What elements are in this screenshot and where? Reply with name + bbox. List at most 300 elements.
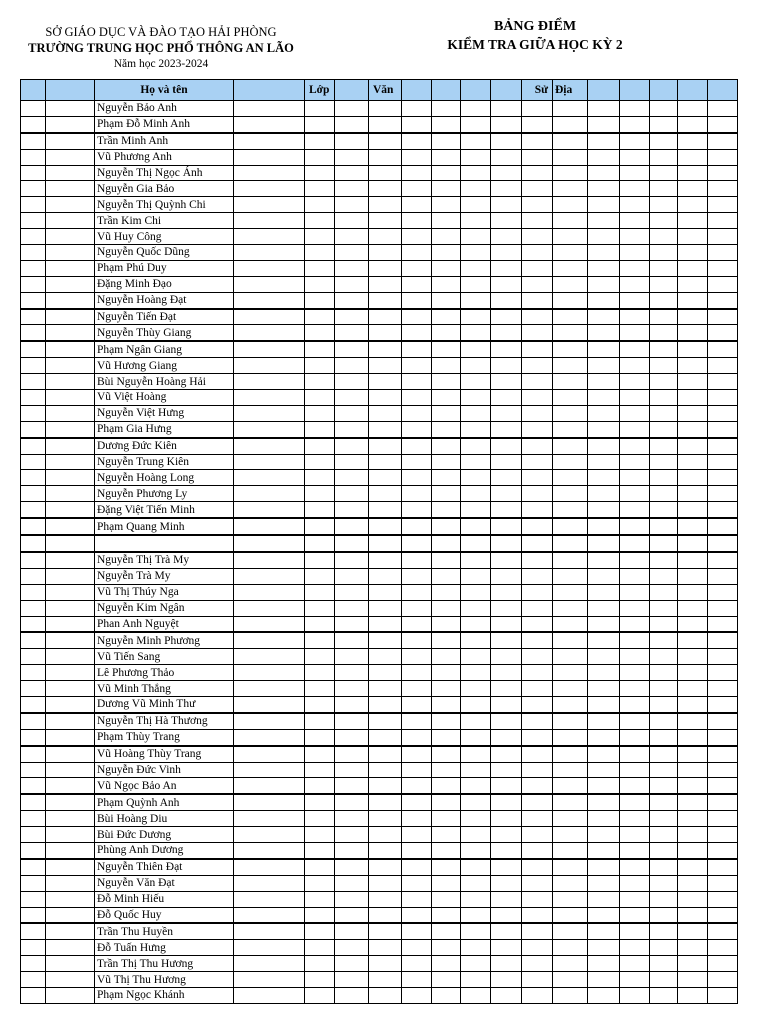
grade-cell <box>588 778 620 794</box>
student-name: Nguyễn Kim Ngân <box>95 600 234 616</box>
grade-cell <box>708 875 738 891</box>
student-name: Đặng Việt Tiến Minh <box>95 502 234 518</box>
table-row <box>21 116 738 132</box>
grade-cell <box>620 325 650 341</box>
grade-cell <box>432 600 461 616</box>
grade-cell <box>432 762 461 778</box>
grade-cell <box>461 213 491 229</box>
grade-cell <box>369 940 402 956</box>
grade-cell <box>708 600 738 616</box>
grade-cell <box>553 746 588 762</box>
table-row <box>21 794 738 810</box>
grade-cell <box>620 213 650 229</box>
grade-cell <box>588 421 620 437</box>
grade-cell <box>553 859 588 875</box>
grade-cell <box>432 987 461 1003</box>
grade-cell <box>234 486 305 502</box>
grade-cell <box>461 197 491 213</box>
grade-cell <box>335 972 369 988</box>
grade-cell <box>335 309 369 325</box>
grade-cell <box>305 229 335 245</box>
grade-cell <box>491 101 522 117</box>
grade-cell <box>234 276 305 292</box>
grade-cell <box>46 502 95 518</box>
grade-cell <box>620 778 650 794</box>
header-cell <box>432 80 461 101</box>
grade-cell <box>369 276 402 292</box>
grade-cell <box>234 470 305 486</box>
grade-cell <box>650 681 678 697</box>
grade-cell <box>21 116 46 132</box>
grade-cell <box>522 229 553 245</box>
grade-cell <box>620 518 650 535</box>
grade-cell <box>46 374 95 390</box>
grade-cell <box>369 956 402 972</box>
grade-cell <box>461 778 491 794</box>
grade-cell <box>588 518 620 535</box>
grade-cell <box>46 405 95 421</box>
grade-cell <box>522 681 553 697</box>
grade-cell <box>432 811 461 827</box>
grade-cell <box>678 696 708 712</box>
student-name <box>95 535 234 552</box>
grade-cell <box>21 729 46 745</box>
grade-cell <box>432 101 461 117</box>
grade-cell <box>522 875 553 891</box>
grade-cell <box>369 681 402 697</box>
grade-cell <box>588 502 620 518</box>
table-row <box>21 859 738 875</box>
table-row <box>21 358 738 374</box>
grade-cell <box>335 842 369 858</box>
grade-cell <box>620 486 650 502</box>
grade-cell <box>305 987 335 1003</box>
grade-cell <box>21 518 46 535</box>
grade-cell <box>588 149 620 165</box>
table-row <box>21 341 738 357</box>
department-name: SỞ GIÁO DỤC VÀ ĐÀO TẠO HẢI PHÒNG <box>45 25 277 39</box>
table-row <box>21 309 738 325</box>
grade-cell <box>432 665 461 681</box>
grade-cell <box>432 713 461 729</box>
grade-cell <box>369 229 402 245</box>
grade-cell <box>491 309 522 325</box>
grade-cell <box>234 972 305 988</box>
table-row <box>21 421 738 437</box>
grade-cell <box>553 341 588 357</box>
grade-cell <box>553 875 588 891</box>
grade-cell <box>21 987 46 1003</box>
grade-cell <box>305 746 335 762</box>
grade-cell <box>708 811 738 827</box>
student-name: Vũ Phương Anh <box>95 149 234 165</box>
grade-cell <box>522 940 553 956</box>
grade-cell <box>678 502 708 518</box>
grade-cell <box>432 421 461 437</box>
grade-cell <box>650 778 678 794</box>
grade-cell <box>553 827 588 843</box>
grade-cell <box>234 454 305 470</box>
table-row <box>21 470 738 486</box>
grade-cell <box>461 181 491 197</box>
grade-cell <box>708 454 738 470</box>
grade-cell <box>432 213 461 229</box>
grade-cell <box>369 309 402 325</box>
grade-cell <box>461 713 491 729</box>
grade-cell <box>461 276 491 292</box>
grade-cell <box>369 972 402 988</box>
grade-cell <box>553 438 588 454</box>
grade-cell <box>708 552 738 568</box>
grade-cell <box>461 584 491 600</box>
grade-cell <box>588 584 620 600</box>
grade-cell <box>588 116 620 132</box>
grade-cell <box>305 811 335 827</box>
grade-cell <box>588 632 620 648</box>
grade-cell <box>650 309 678 325</box>
grade-cell <box>234 811 305 827</box>
grade-cell <box>678 292 708 308</box>
header-cell <box>335 80 369 101</box>
grade-cell <box>678 600 708 616</box>
grade-cell <box>553 276 588 292</box>
grade-cell <box>620 600 650 616</box>
grade-cell <box>46 859 95 875</box>
grade-cell <box>432 568 461 584</box>
grade-cell <box>432 502 461 518</box>
grade-cell <box>588 681 620 697</box>
grade-cell <box>432 470 461 486</box>
grade-cell <box>461 486 491 502</box>
grade-cell <box>522 260 553 276</box>
grade-cell <box>369 325 402 341</box>
grade-cell <box>369 486 402 502</box>
grade-cell <box>461 811 491 827</box>
grade-cell <box>335 101 369 117</box>
student-name: Trần Kim Chi <box>95 213 234 229</box>
grade-cell <box>553 713 588 729</box>
grade-cell <box>620 181 650 197</box>
grade-cell <box>553 972 588 988</box>
grade-cell <box>305 584 335 600</box>
student-name: Phạm Quỳnh Anh <box>95 794 234 810</box>
grade-cell <box>553 325 588 341</box>
grade-cell <box>234 374 305 390</box>
grade-cell <box>678 842 708 858</box>
grade-cell <box>305 649 335 665</box>
grade-cell <box>708 827 738 843</box>
grade-cell <box>491 213 522 229</box>
grade-cell <box>553 891 588 907</box>
grade-cell <box>335 405 369 421</box>
grade-cell <box>553 358 588 374</box>
grade-cell <box>335 746 369 762</box>
grade-cell <box>305 616 335 632</box>
grade-cell <box>335 438 369 454</box>
grade-cell <box>461 696 491 712</box>
header-name: Họ và tên <box>95 80 234 101</box>
grade-cell <box>553 454 588 470</box>
grade-cell <box>588 165 620 181</box>
grade-cell <box>553 260 588 276</box>
grade-cell <box>678 552 708 568</box>
grade-cell <box>432 245 461 261</box>
grade-cell <box>491 229 522 245</box>
grade-cell <box>522 374 553 390</box>
grade-cell <box>553 616 588 632</box>
grade-cell <box>491 341 522 357</box>
grade-cell <box>620 827 650 843</box>
table-row <box>21 325 738 341</box>
student-name: Phạm Thùy Trang <box>95 729 234 745</box>
grade-cell <box>620 616 650 632</box>
grade-cell <box>678 470 708 486</box>
grade-cell <box>491 470 522 486</box>
grade-cell <box>588 940 620 956</box>
table-row <box>21 568 738 584</box>
grade-cell <box>305 859 335 875</box>
table-row <box>21 649 738 665</box>
grade-cell <box>234 696 305 712</box>
grade-cell <box>522 502 553 518</box>
grade-cell <box>305 213 335 229</box>
header-class: Lớp <box>305 80 335 101</box>
grade-cell <box>620 165 650 181</box>
grade-cell <box>650 632 678 648</box>
table-row <box>21 245 738 261</box>
grade-cell <box>708 535 738 552</box>
grade-cell <box>432 842 461 858</box>
table-row <box>21 713 738 729</box>
grade-cell <box>461 165 491 181</box>
student-name: Vũ Thị Thúy Nga <box>95 584 234 600</box>
grade-cell <box>620 292 650 308</box>
grade-cell <box>678 778 708 794</box>
grade-cell <box>461 956 491 972</box>
grade-cell <box>305 149 335 165</box>
grade-cell <box>708 649 738 665</box>
grade-cell <box>46 292 95 308</box>
grade-cell <box>620 260 650 276</box>
grade-cell <box>620 632 650 648</box>
grade-cell <box>305 972 335 988</box>
grade-cell <box>522 292 553 308</box>
grade-cell <box>461 746 491 762</box>
grade-cell <box>335 827 369 843</box>
grade-cell <box>522 133 553 149</box>
grade-cell <box>620 859 650 875</box>
grade-cell <box>553 907 588 923</box>
grade-cell <box>678 165 708 181</box>
grade-cell <box>234 309 305 325</box>
grade-cell <box>234 584 305 600</box>
table-row <box>21 681 738 697</box>
grade-cell <box>369 746 402 762</box>
student-name: Vũ Việt Hoàng <box>95 390 234 406</box>
grade-cell <box>678 746 708 762</box>
student-name: Nguyễn Hoàng Đạt <box>95 292 234 308</box>
grade-cell <box>491 518 522 535</box>
grade-cell <box>335 778 369 794</box>
grade-cell <box>305 632 335 648</box>
grade-cell <box>491 875 522 891</box>
grade-cell <box>620 746 650 762</box>
grade-cell <box>461 891 491 907</box>
header-cell <box>46 80 95 101</box>
grade-cell <box>491 762 522 778</box>
grade-cell <box>402 486 432 502</box>
grade-cell <box>491 502 522 518</box>
grade-cell <box>369 165 402 181</box>
table-row <box>21 584 738 600</box>
grade-cell <box>369 197 402 213</box>
student-name: Vũ Hương Giang <box>95 358 234 374</box>
grade-cell <box>461 133 491 149</box>
grade-cell <box>402 842 432 858</box>
grade-cell <box>522 794 553 810</box>
grade-cell <box>588 390 620 406</box>
grade-cell <box>21 713 46 729</box>
grade-cell <box>553 842 588 858</box>
grade-cell <box>234 405 305 421</box>
grade-cell <box>402 649 432 665</box>
grade-cell <box>588 907 620 923</box>
grade-cell <box>553 502 588 518</box>
grade-cell <box>650 535 678 552</box>
grade-cell <box>708 165 738 181</box>
table-row <box>21 811 738 827</box>
grade-cell <box>588 341 620 357</box>
grade-cell <box>491 552 522 568</box>
grade-cell <box>678 486 708 502</box>
grade-cell <box>234 101 305 117</box>
grade-cell <box>335 374 369 390</box>
grade-cell <box>678 923 708 939</box>
table-row <box>21 665 738 681</box>
grade-cell <box>553 568 588 584</box>
student-name: Dương Vũ Minh Thư <box>95 696 234 712</box>
grade-cell <box>650 891 678 907</box>
grade-cell <box>402 421 432 437</box>
grade-cell <box>522 470 553 486</box>
grade-cell <box>553 470 588 486</box>
grade-cell <box>46 116 95 132</box>
header-cell <box>402 80 432 101</box>
grade-cell <box>21 762 46 778</box>
grade-cell <box>305 552 335 568</box>
grade-cell <box>620 794 650 810</box>
grade-cell <box>620 729 650 745</box>
grade-cell <box>369 827 402 843</box>
grade-cell <box>234 358 305 374</box>
grade-cell <box>650 438 678 454</box>
grade-cell <box>402 149 432 165</box>
grade-cell <box>491 794 522 810</box>
grade-cell <box>522 632 553 648</box>
grade-cell <box>461 972 491 988</box>
grade-cell <box>553 405 588 421</box>
grade-cell <box>335 600 369 616</box>
grade-cell <box>402 600 432 616</box>
grade-cell <box>678 181 708 197</box>
grade-cell <box>369 568 402 584</box>
grade-cell <box>335 859 369 875</box>
grade-cell <box>522 421 553 437</box>
grade-cell <box>335 762 369 778</box>
grade-cell <box>522 101 553 117</box>
grade-cell <box>305 165 335 181</box>
grade-cell <box>708 681 738 697</box>
grade-cell <box>46 101 95 117</box>
grade-cell <box>21 956 46 972</box>
grade-cell <box>305 486 335 502</box>
student-name: Nguyễn Phương Ly <box>95 486 234 502</box>
grade-cell <box>21 972 46 988</box>
grade-cell <box>553 486 588 502</box>
grade-cell <box>650 794 678 810</box>
student-name: Vũ Thị Thu Hương <box>95 972 234 988</box>
table-row <box>21 972 738 988</box>
grade-cell <box>678 229 708 245</box>
grade-cell <box>491 116 522 132</box>
grade-cell <box>305 778 335 794</box>
grade-cell <box>234 746 305 762</box>
grade-cell <box>553 229 588 245</box>
grade-cell <box>522 600 553 616</box>
grade-cell <box>369 213 402 229</box>
grade-cell <box>678 133 708 149</box>
grade-cell <box>553 681 588 697</box>
grade-cell <box>305 940 335 956</box>
grade-cell <box>369 649 402 665</box>
grade-cell <box>522 568 553 584</box>
grade-cell <box>369 665 402 681</box>
grade-cell <box>491 454 522 470</box>
grade-cell <box>588 729 620 745</box>
grade-cell <box>335 502 369 518</box>
grade-cell <box>234 632 305 648</box>
grade-cell <box>432 632 461 648</box>
grade-cell <box>678 827 708 843</box>
grade-cell <box>588 923 620 939</box>
grade-cell <box>335 535 369 552</box>
grade-cell <box>21 197 46 213</box>
grade-cell <box>678 891 708 907</box>
student-name: Đỗ Quốc Huy <box>95 907 234 923</box>
grade-cell <box>305 292 335 308</box>
grade-cell <box>402 518 432 535</box>
grade-cell <box>369 811 402 827</box>
grade-cell <box>46 181 95 197</box>
grade-cell <box>491 827 522 843</box>
student-name: Nguyễn Quốc Dũng <box>95 245 234 261</box>
grade-cell <box>402 197 432 213</box>
grade-cell <box>335 421 369 437</box>
grade-cell <box>522 827 553 843</box>
grade-cell <box>305 181 335 197</box>
grade-cell <box>305 454 335 470</box>
grade-cell <box>588 101 620 117</box>
table-row <box>21 940 738 956</box>
grade-cell <box>369 713 402 729</box>
grade-cell <box>708 325 738 341</box>
grade-cell <box>369 101 402 117</box>
grade-cell <box>588 827 620 843</box>
grade-cell <box>522 276 553 292</box>
grade-cell <box>708 181 738 197</box>
grade-cell <box>620 940 650 956</box>
grade-cell <box>553 956 588 972</box>
